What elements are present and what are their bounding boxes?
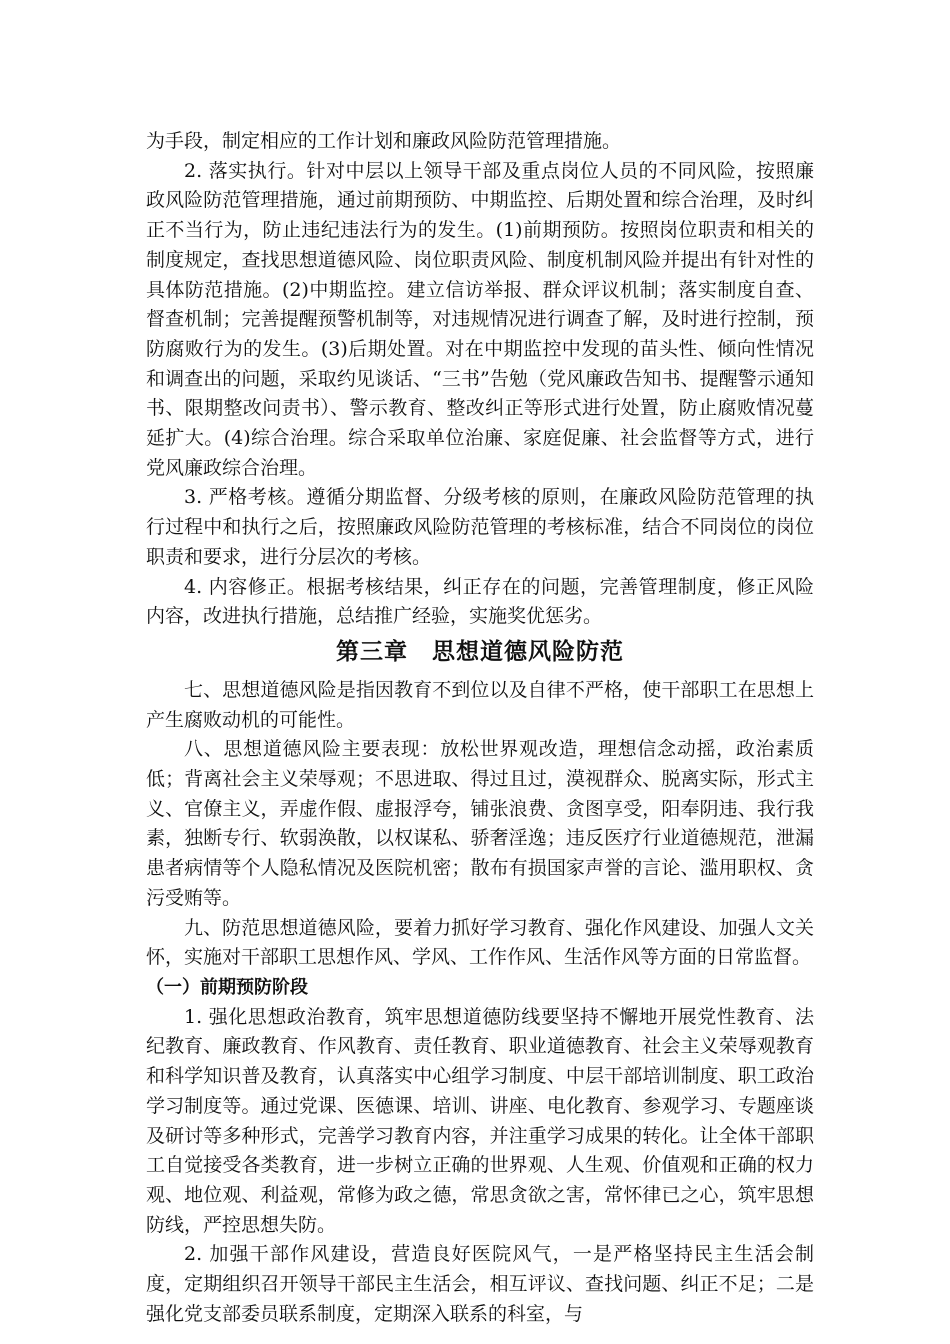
paragraph-assessment: 3. 严格考核。遵循分期监督、分级考核的原则，在廉政风险防范管理的执行过程中和执行之后，按照廉政风险防范管理的考核标准，结合不同岗位的岗位职责和要求，进行分层次的考核。 bbox=[146, 486, 814, 568]
paragraph-article-8: 八、思想道德风险主要表现：放松世界观改造，理想信念动摇，政治素质低；背离社会主义荣辱观；不思进取、得过且过，漠视群众、脱离实际，形式主义、官僚主义，弄虚作假、虚报浮夸，铺张浪费、贪图享受，阳奉阴违、我行我素，独断专行、软弱涣散，以权谋私、骄奢淫逸；违反医疗行业道德规范，泄漏患者病情等个人隐私情况及医院机密；散布有损国家声誉的言论、滥用职权、贪污受贿等。 bbox=[146, 738, 814, 909]
paragraph-continuation: 为手段，制定相应的工作计划和廉政风险防范管理措施。 bbox=[146, 130, 622, 152]
document-page bbox=[146, 127, 814, 1329]
paragraph-article-7: 七、思想道德风险是指因教育不到位以及自律不严格，使干部职工在思想上产生腐败动机的可能性。 bbox=[146, 678, 814, 731]
chapter-title: 第三章 思想道德风险防范 bbox=[336, 637, 624, 665]
paragraph-education: 1. 强化思想政治教育，筑牢思想道德防线要坚持不懈地开展党性教育、法纪教育、廉政教育、作风教育、责任教育、职业道德教育、社会主义荣辱观教育和科学知识普及教育，认真落实中心组学习制度、中层干部培训制度、职工政治学习制度等。通过党课、医德课、培训、讲座、电化教育、参观学习、专题座谈及研讨等多种形式，完善学习教育内容，并注重学习成果的转化。让全体干部职工自觉接受各类教育，进一步树立正确的世界观、人生观、价值观和正确的权力观、地位观、利益观，常修为政之德，常思贪欲之害，常怀律已之心，筑牢思想防线，严控思想失防。 bbox=[146, 1005, 814, 1236]
paragraph-implementation: 2. 落实执行。针对中层以上领导干部及重点岗位人员的不同风险，按照廉政风险防范管理措施，通过前期预防、中期监控、后期处置和综合治理，及时纠正不当行为，防止违纪违法行为的发生。(1)前期预防。按照岗位职责和相关的制度规定，查找思想道德风险、岗位职责风险、制度机制风险并提出有针对性的具体防范措施。(2)中期监控。建立信访举报、群众评议机制；落实制度自查、督查机制；完善提醒预警机制等，对违规情况进行调查了解，及时进行控制，预防腐败行为的发生。(3)后期处置。对在中期监控中发现的苗头性、倾向性情况和调查出的问题，采取约见谈话、“三书”告勉（党风廉政告知书、提醒警示通知书、限期整改问责书）、警示教育、整改纠正等形式进行处置，防止腐败情况蔓延扩大。(4)综合治理。综合采取单位治廉、家庭促廉、社会监督等方式，进行党风廉政综合治理。 bbox=[146, 159, 814, 479]
section-heading: （一）前期预防阶段 bbox=[146, 976, 308, 998]
paragraph-style-building: 2. 加强干部作风建设，营造良好医院风气，一是严格坚持民主生活会制度，定期组织召开领导干部民主生活会，相互评议、查找问题、纠正不足；二是强化党支部委员联系制度，定期深入联系的科室，与 bbox=[146, 1243, 814, 1325]
paragraph-article-9: 九、防范思想道德风险，要着力抓好学习教育、强化作风建设、加强人文关怀，实施对干部职工思想作风、学风、工作作风、生活作风等方面的日常监督。 bbox=[146, 916, 814, 969]
paragraph-revision: 4. 内容修正。根据考核结果，纠正存在的问题，完善管理制度，修正风险内容，改进执行措施，总结推广经验，实施奖优惩劣。 bbox=[146, 575, 814, 628]
